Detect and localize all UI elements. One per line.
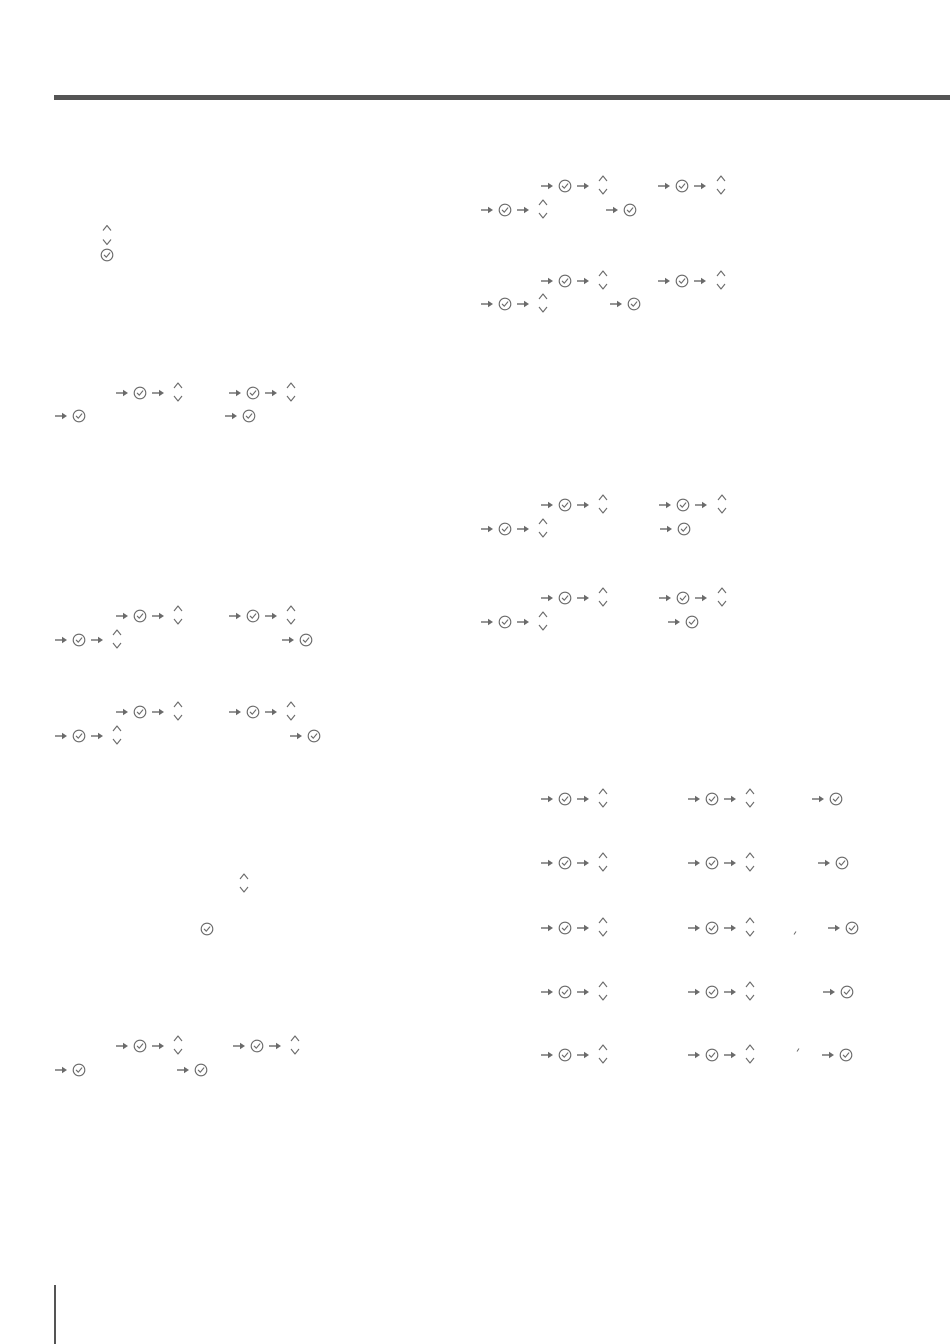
right-arrow-icon: [540, 859, 554, 867]
up-down-icon: [744, 980, 756, 1002]
up-down-icon: [716, 493, 728, 515]
check-circle-icon: [558, 179, 572, 193]
right-arrow-icon: [540, 795, 554, 803]
right-arrow-icon: [576, 924, 590, 932]
check-circle-icon: [840, 985, 854, 999]
right-arrow-icon: [576, 795, 590, 803]
right-arrow-icon: [115, 708, 129, 716]
right-arrow-icon: [90, 732, 104, 740]
right-arrow-icon: [576, 277, 590, 285]
up-down-icon: [744, 787, 756, 809]
right-arrow-icon: [540, 1051, 554, 1059]
right-arrow-icon: [576, 859, 590, 867]
tick-mark-icon: [796, 1048, 800, 1052]
right-arrow-icon: [723, 988, 737, 996]
right-arrow-icon: [576, 182, 590, 190]
right-arrow-icon: [657, 182, 671, 190]
right-arrow-icon: [115, 1042, 129, 1050]
check-circle-icon: [558, 274, 572, 288]
right-arrow-icon: [480, 300, 494, 308]
up-down-icon: [537, 198, 549, 220]
down-arrow-icon: [101, 237, 113, 247]
check-circle-icon: [246, 705, 260, 719]
check-circle-icon: [705, 921, 719, 935]
check-circle-icon: [705, 985, 719, 999]
right-arrow-icon: [576, 1051, 590, 1059]
right-arrow-icon: [811, 795, 825, 803]
right-arrow-icon: [817, 859, 831, 867]
right-arrow-icon: [540, 924, 554, 932]
check-circle-icon: [72, 409, 86, 423]
check-circle-icon: [623, 203, 637, 217]
right-arrow-icon: [54, 636, 68, 644]
up-down-icon: [716, 586, 728, 608]
right-arrow-icon: [228, 612, 242, 620]
check-circle-icon: [299, 633, 313, 647]
check-circle-icon: [705, 856, 719, 870]
tick-mark-icon: [793, 931, 797, 935]
right-arrow-icon: [687, 1051, 701, 1059]
up-down-icon: [172, 381, 184, 403]
check-circle-icon: [558, 985, 572, 999]
right-arrow-icon: [821, 1051, 835, 1059]
check-circle-icon: [829, 792, 843, 806]
check-circle-icon: [839, 1048, 853, 1062]
right-arrow-icon: [658, 594, 672, 602]
check-circle-icon: [194, 1063, 208, 1077]
right-arrow-icon: [264, 389, 278, 397]
right-arrow-icon: [268, 1042, 282, 1050]
right-arrow-icon: [90, 636, 104, 644]
check-circle-icon: [100, 248, 114, 262]
right-arrow-icon: [540, 182, 554, 190]
right-arrow-icon: [228, 708, 242, 716]
up-down-icon: [715, 269, 727, 291]
right-arrow-icon: [576, 594, 590, 602]
check-circle-icon: [558, 792, 572, 806]
check-circle-icon: [835, 856, 849, 870]
right-arrow-icon: [516, 300, 530, 308]
right-arrow-icon: [576, 501, 590, 509]
check-circle-icon: [627, 297, 641, 311]
up-down-icon: [597, 1043, 609, 1065]
up-down-icon: [285, 381, 297, 403]
right-arrow-icon: [723, 859, 737, 867]
right-arrow-icon: [54, 1066, 68, 1074]
right-arrow-icon: [516, 525, 530, 533]
up-down-icon: [537, 292, 549, 314]
check-circle-icon: [676, 498, 690, 512]
check-circle-icon: [675, 274, 689, 288]
up-down-icon: [744, 916, 756, 938]
up-down-icon: [172, 700, 184, 722]
right-arrow-icon: [176, 1066, 190, 1074]
up-down-icon: [537, 610, 549, 632]
margin-rule: [54, 1285, 56, 1344]
check-circle-icon: [200, 922, 214, 936]
right-arrow-icon: [232, 1042, 246, 1050]
right-arrow-icon: [687, 924, 701, 932]
check-circle-icon: [677, 522, 691, 536]
up-down-icon: [172, 1034, 184, 1056]
right-arrow-icon: [224, 412, 238, 420]
right-arrow-icon: [694, 594, 708, 602]
up-down-icon: [111, 724, 123, 746]
up-down-icon: [238, 872, 250, 894]
right-arrow-icon: [516, 206, 530, 214]
up-down-icon: [285, 700, 297, 722]
right-arrow-icon: [658, 501, 672, 509]
up-down-icon: [715, 174, 727, 196]
right-arrow-icon: [822, 988, 836, 996]
check-circle-icon: [246, 609, 260, 623]
right-arrow-icon: [54, 732, 68, 740]
check-circle-icon: [246, 386, 260, 400]
up-down-icon: [744, 851, 756, 873]
right-arrow-icon: [659, 525, 673, 533]
right-arrow-icon: [687, 988, 701, 996]
right-arrow-icon: [151, 1042, 165, 1050]
check-circle-icon: [133, 609, 147, 623]
check-circle-icon: [558, 591, 572, 605]
up-down-icon: [597, 174, 609, 196]
right-arrow-icon: [151, 708, 165, 716]
right-arrow-icon: [480, 525, 494, 533]
check-circle-icon: [307, 729, 321, 743]
right-arrow-icon: [115, 389, 129, 397]
right-arrow-icon: [281, 636, 295, 644]
check-circle-icon: [133, 1039, 147, 1053]
up-down-icon: [111, 628, 123, 650]
check-circle-icon: [242, 409, 256, 423]
right-arrow-icon: [480, 206, 494, 214]
right-arrow-icon: [540, 277, 554, 285]
right-arrow-icon: [228, 389, 242, 397]
check-circle-icon: [498, 522, 512, 536]
right-arrow-icon: [693, 277, 707, 285]
check-circle-icon: [558, 498, 572, 512]
right-arrow-icon: [694, 501, 708, 509]
right-arrow-icon: [667, 618, 681, 626]
right-arrow-icon: [687, 795, 701, 803]
right-arrow-icon: [540, 594, 554, 602]
right-arrow-icon: [54, 412, 68, 420]
right-arrow-icon: [540, 988, 554, 996]
up-down-icon: [597, 787, 609, 809]
right-arrow-icon: [687, 859, 701, 867]
right-arrow-icon: [723, 795, 737, 803]
right-arrow-icon: [151, 612, 165, 620]
up-down-icon: [597, 269, 609, 291]
check-circle-icon: [498, 615, 512, 629]
right-arrow-icon: [693, 182, 707, 190]
up-down-icon: [597, 851, 609, 873]
check-circle-icon: [133, 386, 147, 400]
check-circle-icon: [845, 921, 859, 935]
check-circle-icon: [675, 179, 689, 193]
check-circle-icon: [558, 1048, 572, 1062]
up-down-icon: [597, 980, 609, 1002]
up-down-icon: [289, 1034, 301, 1056]
up-down-icon: [744, 1043, 756, 1065]
check-circle-icon: [72, 633, 86, 647]
check-circle-icon: [685, 615, 699, 629]
right-arrow-icon: [264, 612, 278, 620]
right-arrow-icon: [609, 300, 623, 308]
up-down-icon: [597, 586, 609, 608]
check-circle-icon: [498, 297, 512, 311]
up-down-icon: [172, 604, 184, 626]
check-circle-icon: [250, 1039, 264, 1053]
up-arrow-icon: [101, 223, 113, 233]
up-down-icon: [537, 517, 549, 539]
check-circle-icon: [558, 921, 572, 935]
right-arrow-icon: [264, 708, 278, 716]
right-arrow-icon: [605, 206, 619, 214]
check-circle-icon: [676, 591, 690, 605]
check-circle-icon: [72, 1063, 86, 1077]
check-circle-icon: [498, 203, 512, 217]
right-arrow-icon: [723, 1051, 737, 1059]
right-arrow-icon: [657, 277, 671, 285]
right-arrow-icon: [516, 618, 530, 626]
up-down-icon: [597, 916, 609, 938]
check-circle-icon: [705, 792, 719, 806]
header-rule: [54, 95, 950, 100]
check-circle-icon: [558, 856, 572, 870]
up-down-icon: [285, 604, 297, 626]
right-arrow-icon: [289, 732, 303, 740]
right-arrow-icon: [576, 988, 590, 996]
check-circle-icon: [705, 1048, 719, 1062]
right-arrow-icon: [115, 612, 129, 620]
right-arrow-icon: [480, 618, 494, 626]
check-circle-icon: [72, 729, 86, 743]
check-circle-icon: [133, 705, 147, 719]
right-arrow-icon: [540, 501, 554, 509]
right-arrow-icon: [723, 924, 737, 932]
up-down-icon: [597, 493, 609, 515]
right-arrow-icon: [151, 389, 165, 397]
right-arrow-icon: [827, 924, 841, 932]
